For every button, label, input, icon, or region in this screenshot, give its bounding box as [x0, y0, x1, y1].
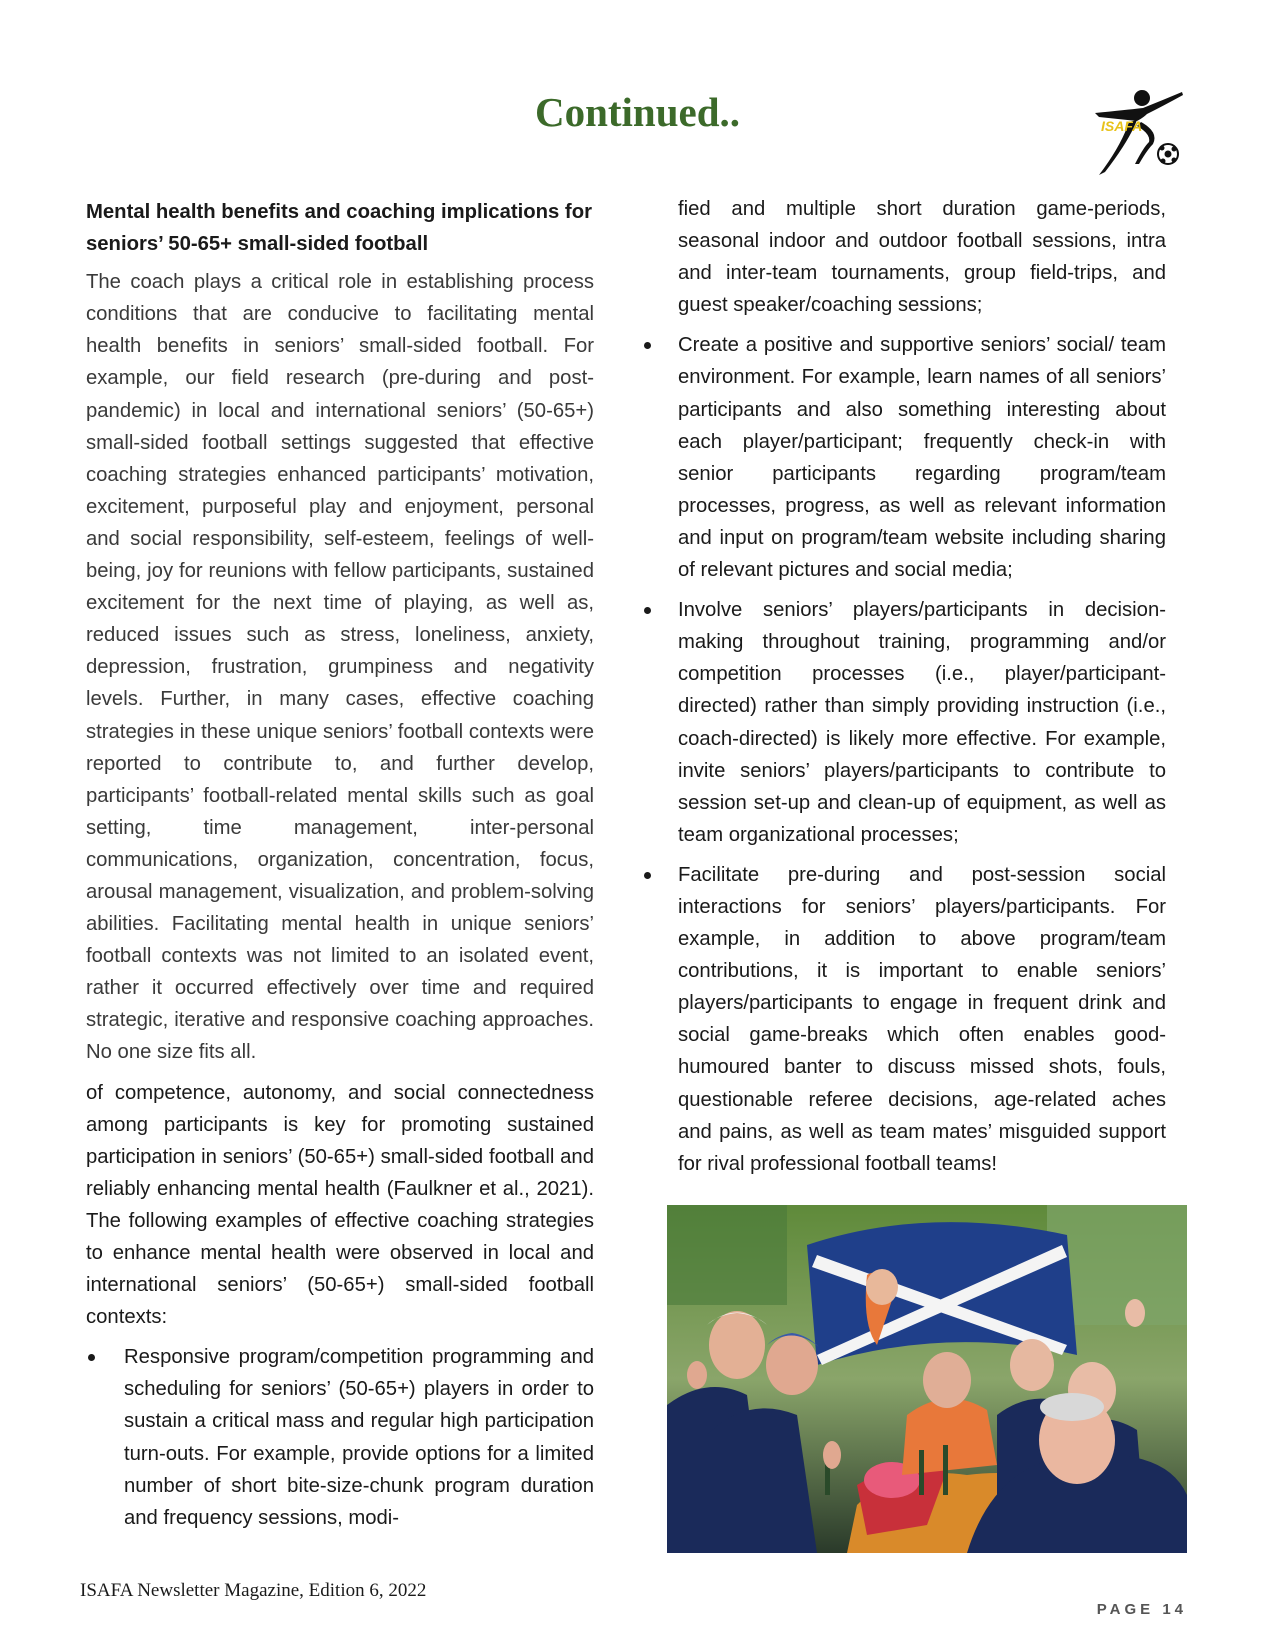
page-number: PAGE 14 [1096, 1601, 1187, 1618]
footer-publication: ISAFA Newsletter Magazine, Edition 6, 2022 [80, 1580, 427, 1601]
bullet-item: Facilitate pre-during and post-session social interactions for seniors’ players/participants. For example, in addition to above program/team contributions, it is important to enable seniors’ players/participants to engage in frequent drink and social game-breaks which often enables good-humoured banter to discuss missed shots, fouls, questionable referee decisions, age-related aches and pains, as well as team mates’ misguided support for rival professional football teams! [678, 859, 1166, 1180]
logo-text: ISAFA [1101, 118, 1143, 134]
bullet-continuation: fied and multiple short duration game-periods, seasonal indoor and outdoor football sessions, intra and inter-team tournaments, group field-trips, and guest speaker/coaching sessions; [678, 198, 1166, 317]
left-column [86, 196, 594, 1542]
right-column [678, 193, 1166, 1188]
isafa-logo [1085, 86, 1185, 186]
intro-paragraph: The coach plays a critical role in establishing process conditions that are conducive to facilitating mental health benefits in seniors’ small-sided football. For example, our field research (pre-during and post-pandemic) in local and international seniors’ (50-65+) small-sided football settings suggested that effective coaching strategies enhanced participants’ motivation, excitement, purposeful play and enjoyment, personal and social responsibility, self-esteem, feelings of well-being, joy for reunions with fellow participants, sustained excitement for the next time of playing, as well as, reduced issues such as stress, loneliness, anxiety, depression, frustration, grumpiness and negativity levels. Further, in many cases, effective coaching strategies in these unique seniors’ football contexts were reported to contribute to, and further develop, participants’ football-related mental skills such as goal setting, time management, inter-personal communications, organization, concentration, focus, arousal management, visualization, and problem-solving abilities. Facilitating mental health in unique seniors’ football contexts was not limited to an isolated event, rather it occurred effectively over time and required strategic, iterative and responsive coaching approaches. No one size fits all. [86, 271, 594, 1064]
page-title: Continued.. [534, 89, 741, 135]
bullet-list [678, 329, 1166, 1179]
team-photo [667, 1205, 1187, 1553]
bullet-item: Involve seniors’ players/participants in decision-making throughout training, programming and/or competition processes (i.e., player/participant-directed) rather than simply providing instruction (i.e., coach-directed) is likely more effective. For example, invite seniors’ players/participants to contribute to session set-up and clean-up of equipment, as well as team organizational processes; [678, 594, 1166, 851]
bullet-item: Create a positive and supportive seniors’ social/ team environment. For example, learn names of all seniors’ participants and also something interesting about each player/participant; frequently check-in with senior participants regarding program/team processes, progress, as well as relevant information and input on program/team website including sharing of relevant pictures and social media; [678, 329, 1166, 586]
bullet-item: Responsive program/competition programming and scheduling for seniors’ (50-65+) players in order to sustain a critical mass and regular high participation turn-outs. For example, provide options for a limited number of short bite-size-chunk program duration and frequency sessions, modi- [86, 1341, 594, 1534]
section-heading: Mental health benefits and coaching implications for seniors’ 50-65+ small-sided football [86, 201, 592, 256]
continued-paragraph: of competence, autonomy, and social connectedness among participants is key for promoting sustained participation in seniors’ (50-65+) small-sided football and reliably enhancing mental health (Faulkner et al., 2021). The following examples of effective coaching strategies to enhance mental health were observed in local and international seniors’ (50-65+) small-sided football contexts: [86, 1081, 594, 1329]
bullet-list [86, 1341, 594, 1534]
